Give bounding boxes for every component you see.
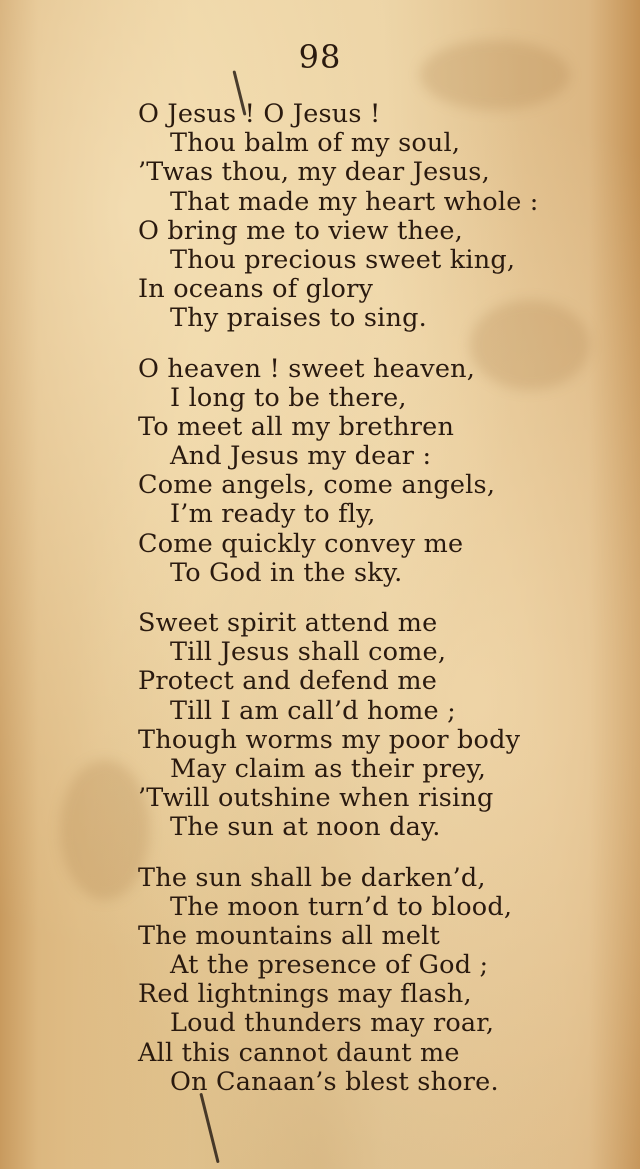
stanza [138,609,608,843]
verse-line: The sun at noon day. [170,812,441,843]
stanza [138,355,608,589]
verse-line: Thou precious sweet king, [170,244,516,275]
verse-line: May claim as their prey, [170,753,487,784]
hymn-text [138,100,608,1118]
verse-line: Loud thunders may roar, [170,1008,495,1039]
verse-line: All this cannot daunt me [138,1037,460,1068]
paper-stain [60,760,150,900]
verse-line: ’Twas thou, my dear Jesus, [138,157,490,188]
verse-line: On Canaan’s blest shore. [170,1066,499,1097]
verse-line: Sweet spirit attend me [138,608,438,638]
verse-line: Till Jesus shall come, [170,637,447,668]
verse-line: I long to be there, [170,382,407,413]
verse-line: To meet all my brethren [138,411,455,442]
verse-line: The moon turn’d to blood, [170,891,513,922]
verse-line: O Jesus ! O Jesus ! [138,99,381,129]
verse-line: Thou balm of my soul, [170,128,461,159]
verse-line: Red lightnings may flash, [138,979,472,1010]
verse-line: That made my heart whole : [170,186,539,217]
verse-line: O heaven ! sweet heaven, [138,353,476,384]
verse-line: Thy praises to sing. [170,303,427,334]
verse-line: Come angels, come angels, [138,470,496,501]
verse-line: At the presence of God ; [170,950,489,981]
verse-line: ’Twill outshine when rising [138,783,494,814]
verse-line: Till I am call’d home ; [170,695,456,726]
verse-line: O bring me to view thee, [138,215,463,246]
stanza [138,864,608,1098]
verse-line: I’m ready to fly, [170,499,376,530]
verse-line: Come quickly convey me [138,528,464,559]
verse-line: Though worms my poor body [138,724,521,755]
verse-line: And Jesus my dear : [170,441,432,472]
verse-line: In oceans of glory [138,274,374,305]
verse-line: The sun shall be darken’d, [138,862,486,893]
verse-line: The mountains all melt [138,920,440,951]
verse-line: Protect and defend me [138,666,437,697]
page-number: 98 [298,38,342,76]
verse-line: To God in the sky. [170,557,403,588]
stanza [138,100,608,334]
